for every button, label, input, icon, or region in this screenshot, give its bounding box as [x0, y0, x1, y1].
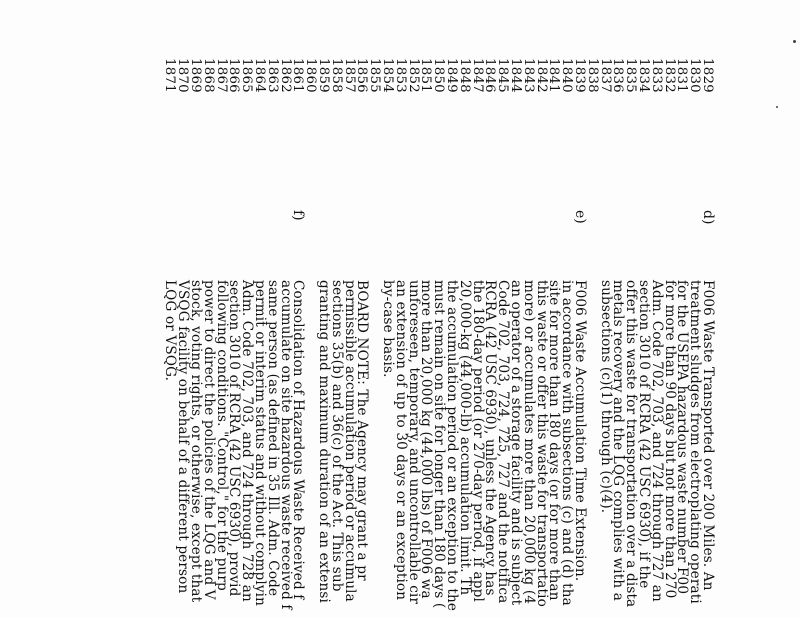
item-marker-f: f) [290, 210, 307, 221]
line-number: 1857 [341, 58, 357, 93]
line-number: 1831 [674, 58, 690, 93]
line-number: 1871 [162, 58, 178, 93]
section-e-line: unforeseen, temporary, and uncontrollable cir [405, 280, 422, 605]
section-e-line: RCRA (42 USC 6930), unless the Agency has [482, 280, 499, 596]
section-e-line: 20,000-kg (44,000-lb) accumulation limit. Th [456, 280, 473, 596]
line-number: 1859 [316, 58, 331, 93]
line-number: 1860 [303, 58, 319, 93]
section-e-line: Code 702, 703, 724, 725, 727 and the notifica [495, 280, 512, 604]
section-d-line: for the USEPA hazardous waste number F00 [674, 280, 691, 595]
line-number: 1829 [700, 58, 715, 93]
section-f-line: stock, voting rights, or otherwise, except that [188, 280, 204, 603]
board-note-line: sections 35(b) and 36(c) of the Act. This sub [328, 280, 345, 592]
section-f-line: permit or interim status and without complyin [252, 280, 268, 607]
line-number: 1842 [533, 58, 549, 93]
section-d-line: F006 Waste Transported over 200 Miles. An [700, 280, 716, 591]
section-f-line: Adm. Code 702, 703, and 724 through 728 an [239, 280, 256, 602]
line-number: 1838 [584, 58, 600, 93]
line-number: 1866 [226, 58, 242, 93]
section-f-line: following conditions. "Control," for the purp [213, 280, 230, 591]
section-f-line: LQG or VSQG. [162, 280, 179, 382]
board-note-line: BOARD NOTE: The Agency may grant a pr [354, 280, 371, 581]
section-e-line: the accumulation period or an exception to the [444, 280, 460, 612]
line-number: 1848 [456, 58, 472, 93]
section-e-line: by-case basis. [380, 280, 396, 378]
line-number: 1847 [469, 58, 485, 93]
line-number: 1853 [392, 58, 408, 93]
line-number: 1870 [175, 58, 191, 93]
line-number: 1846 [482, 58, 498, 93]
section-e-line: this waste or offer this waste for transportatio [533, 280, 550, 607]
item-marker-e: e) [572, 210, 588, 224]
section-e-line: more than 20,000 kg (44,000 lbs) of F006 wa [418, 280, 435, 599]
section-d-line: Adm. Code 702, 703, and 724 through 727 an [648, 280, 665, 602]
section-d-line: section 3010 of RCRA (42 USC 6930), if the [636, 280, 652, 589]
line-number: 1854 [380, 58, 395, 93]
section-d-line: subsections (c)(1) through (c)(4). [597, 280, 614, 514]
line-number: 1861 [290, 58, 306, 93]
section-e-line: an operator of a storage facility and is subject [508, 280, 524, 606]
line-number: 1839 [572, 58, 587, 93]
board-note-line: granting and maximum duration of an extensi [316, 280, 332, 603]
line-number: 1843 [520, 58, 536, 93]
line-number: 1833 [648, 58, 664, 93]
section-f-line: VSQG facility on behalf of a different person [175, 280, 192, 594]
line-number: 1835 [623, 58, 639, 93]
line-number: 1851 [418, 58, 434, 93]
section-d-line: metals recovery and the LQG complies with a [610, 280, 627, 602]
line-number: 1868 [200, 58, 216, 93]
line-number: 1837 [597, 58, 613, 93]
scan-speck [793, 40, 796, 43]
section-f-line: Consolidation of Hazardous Waste Received f [290, 280, 307, 600]
line-number: 1844 [508, 58, 523, 93]
line-number: 1834 [636, 58, 651, 93]
scan-speck [776, 106, 778, 108]
line-number: 1830 [687, 58, 703, 93]
line-number: 1862 [277, 58, 293, 93]
line-number: 1852 [405, 58, 421, 93]
section-e-line: must remain on site for longer than 180 days ( [431, 280, 448, 609]
line-number: 1849 [444, 58, 459, 93]
section-e-line: the 180-day period (or 270-day period, if appl [469, 280, 486, 602]
section-e-line: site for more than 180 days (or for more than [546, 280, 563, 601]
section-e-line: in accordance with subsections (c) and (d) tha [559, 280, 576, 606]
line-number: 1840 [559, 58, 575, 93]
section-d-line: treatment sludges from electroplating operati [687, 280, 704, 604]
line-number: 1855 [367, 58, 383, 93]
line-number: 1832 [661, 58, 677, 93]
section-e-line: more) or accumulates more than 20,000 kg (4 [520, 280, 537, 605]
line-number: 1841 [546, 58, 562, 93]
line-number: 1836 [610, 58, 626, 93]
section-e-line: an extension of up to 30 days or an exception [392, 280, 409, 601]
line-number: 1850 [431, 58, 447, 93]
section-f-line: section 3010 of RCRA (42 USC 6930), provid [226, 280, 243, 597]
line-number: 1845 [495, 58, 511, 93]
line-number: 1856 [354, 58, 370, 93]
line-number: 1858 [328, 58, 344, 93]
line-number: 1863 [264, 58, 280, 93]
line-number: 1869 [188, 58, 203, 93]
line-number: 1867 [213, 58, 229, 93]
section-f-line: same person (as defined in 35 Ill. Adm. Code [264, 280, 281, 597]
section-f-line: accumulate on site hazardous waste received f [277, 280, 294, 610]
item-marker-d: d) [700, 210, 716, 225]
section-d-line: offer this waste for transportation over a dista [623, 280, 640, 608]
section-d-line: for more than 90 days but not more than 270 [661, 280, 678, 599]
board-note-line: permissible accumulation period or accumula [341, 280, 358, 602]
section-f-line: power to direct the policies of the LQG and V [200, 280, 217, 600]
line-number: 1865 [239, 58, 255, 93]
section-e-line: F006 Waste Accumulation Time Extension. [572, 280, 588, 582]
line-number: 1864 [252, 58, 267, 93]
